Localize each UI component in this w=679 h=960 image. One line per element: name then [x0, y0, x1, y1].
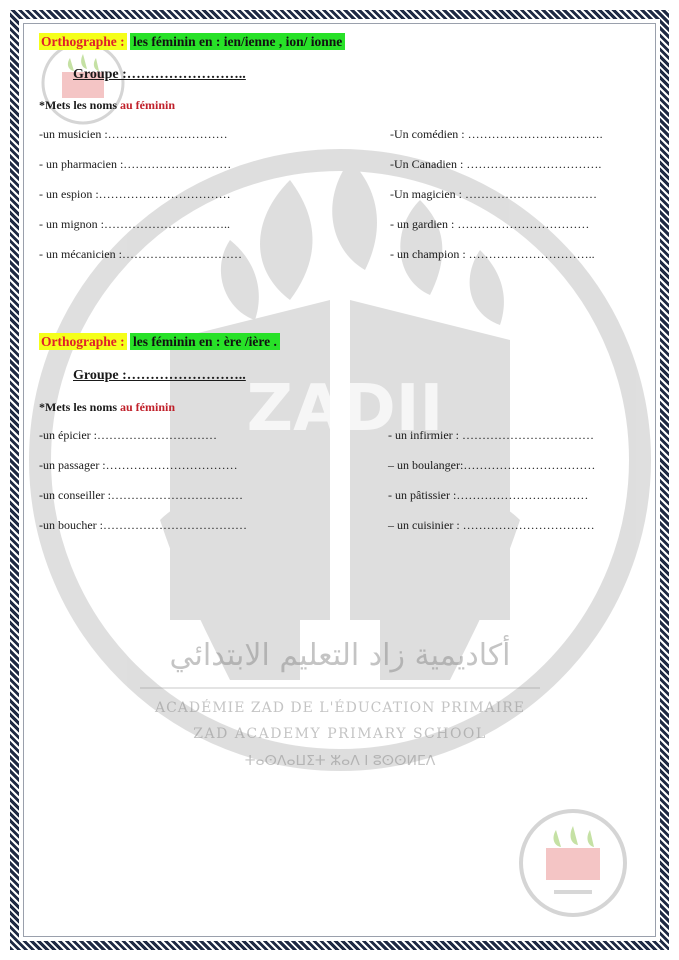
section2-instruction — [39, 400, 175, 415]
section2-instruction-highlight: au féminin — [120, 400, 176, 414]
section2-left-item-2[interactable]: -un passager :…………………………… — [39, 458, 238, 472]
watermark-french: ACADÉMIE ZAD DE L'ÉDUCATION PRIMAIRE — [154, 700, 526, 716]
section1-groupe: Groupe :…………………….. — [73, 67, 246, 82]
section1-left-item-2[interactable]: - un pharmacien :……………………… — [39, 157, 232, 171]
section1-right-item-5[interactable]: - un champion : ………………………….. — [390, 247, 595, 261]
section1-left-item-1[interactable]: -un musicien :………………………… — [39, 127, 228, 141]
section1-left-item-3[interactable]: - un espion :…………………………… — [39, 187, 231, 201]
section1-left-item-4[interactable]: - un mignon :………………………….. — [39, 217, 230, 231]
section2-instruction-prefix: *Mets les noms — [39, 400, 117, 414]
section2-left-item-1[interactable]: -un épicier :………………………… — [39, 428, 217, 442]
section1-right-item-1[interactable]: -Un comédien : ……………………………. — [390, 127, 603, 141]
section1-left-item-5[interactable]: - un mécanicien :………………………… — [39, 247, 242, 261]
section2-right-item-3[interactable]: - un pâtissier :…………………………… — [388, 488, 589, 502]
section2-right-item-2[interactable]: – un boulanger:…………………………… — [388, 458, 596, 472]
section1-right-item-4[interactable]: - un gardien : …………………………… — [390, 217, 590, 231]
watermark-logo-text: ZADII — [246, 372, 444, 446]
section2-title-topic: les féminin en : ère /ière . — [130, 333, 280, 350]
watermark-arabic: أكاديمية زاد التعليم الابتدائي — [169, 638, 511, 673]
section1-title — [39, 34, 345, 50]
watermark-english: ZAD ACADEMY PRIMARY SCHOOL — [193, 726, 487, 742]
section1-right-item-3[interactable]: -Un magicien : …………………………… — [390, 187, 597, 201]
section1-instruction — [39, 98, 175, 113]
section2-right-item-4[interactable]: – un cuisinier : …………………………… — [388, 518, 595, 532]
section2-groupe: Groupe :…………………….. — [73, 368, 246, 383]
section1-instruction-prefix: *Mets les noms — [39, 98, 117, 112]
section2-title — [39, 334, 280, 350]
section1-instruction-highlight: au féminin — [120, 98, 176, 112]
section2-left-item-4[interactable]: -un boucher :……………………………… — [39, 518, 247, 532]
section2-right-item-1[interactable]: - un infirmier : …………………………… — [388, 428, 594, 442]
section2-title-label: Orthographe : — [41, 334, 125, 349]
section1-title-topic: les féminin en : ien/ienne , ion/ ionne — [130, 33, 345, 50]
section1-title-label: Orthographe : — [41, 34, 125, 49]
watermark-tifinagh: ⵜⴰⵙⴷⴰⵡⵉⵜ ⵣⴰⴷ ⵏ ⵓⵙⵙⵍⵎⴷ — [244, 753, 436, 769]
section2-left-item-3[interactable]: -un conseiller :…………………………… — [39, 488, 243, 502]
section1-right-item-2[interactable]: -Un Canadien : ……………………………. — [390, 157, 602, 171]
